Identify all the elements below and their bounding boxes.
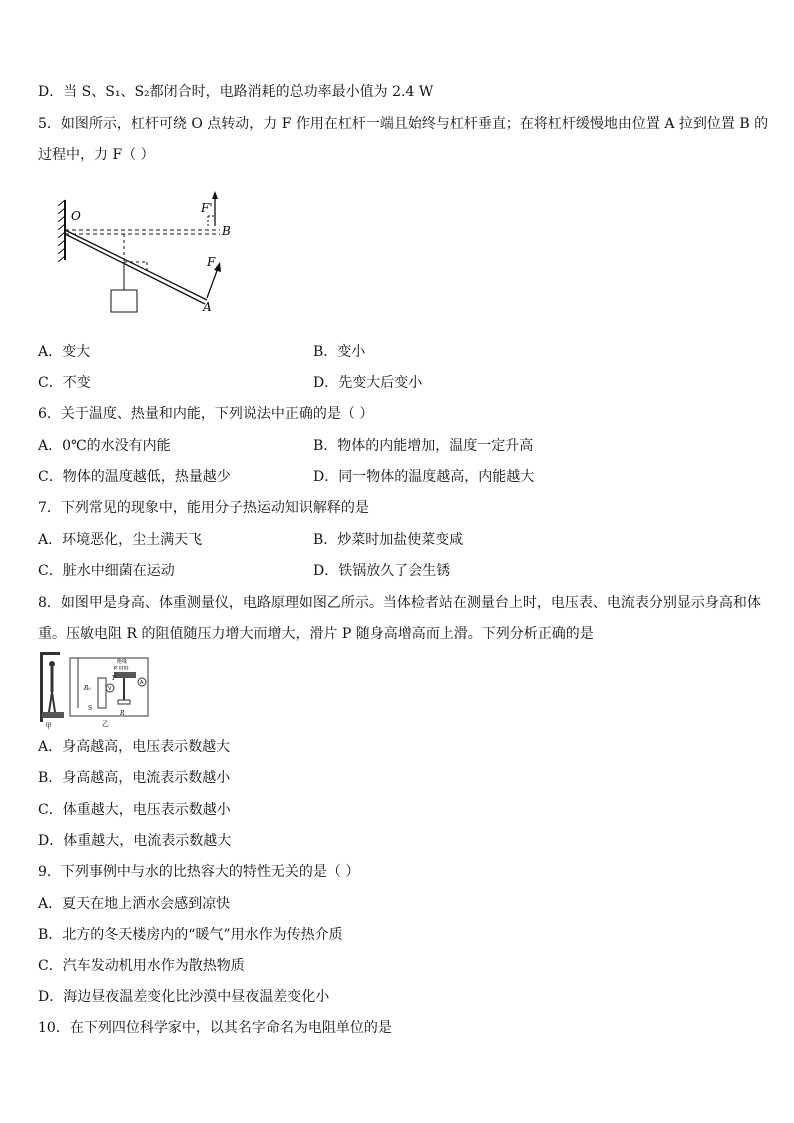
label-insulation: 绝缘 — [117, 659, 128, 665]
label-f-prime: F' — [201, 201, 213, 215]
q8-stem-line2: 重。压敏电阻 R 的阻值随压力增大而增大，滑片 P 随身高增高而上滑。下列分析正确的是 — [38, 626, 594, 642]
q9-option-a: A．夏天在地上洒水会感到凉快 — [38, 896, 231, 912]
q9-stem: 9．下列事例中与水的比热容大的特性无关的是（ ） — [38, 864, 360, 880]
q6-option-d: D．同一物体的温度越高，内能越大 — [313, 469, 535, 485]
lever-figure — [55, 188, 245, 318]
q8-option-c: C．体重越大，电压表示数越小 — [38, 802, 231, 818]
label-a: A — [203, 300, 212, 314]
label-s: S — [88, 705, 93, 712]
label-b: B — [222, 224, 231, 238]
q7-option-d: D．铁锅放久了会生锈 — [313, 563, 451, 579]
q5-option-c: C．不变 — [38, 375, 91, 391]
q8-option-a: A．身高越高，电压表示数越大 — [38, 739, 231, 755]
label-o: O — [71, 209, 81, 223]
q9-option-c: C．汽车发动机用水作为散热物质 — [38, 958, 245, 974]
q9-option-b: B．北方的冬天楼房内的“暖气”用水作为传热介质 — [38, 927, 343, 943]
label-yi: 乙 — [102, 720, 109, 728]
q5-option-a: A．变大 — [38, 344, 91, 360]
q5-stem-line2: 过程中，力 F（ ） — [38, 147, 155, 163]
q9-option-d: D．海边昼夜温差变化比沙漠中昼夜温差变化小 — [38, 989, 330, 1005]
q10-stem: 10．在下列四位科学家中，以其名字命名为电阻单位的是 — [38, 1020, 392, 1036]
q5-option-d: D．先变大后变小 — [313, 375, 423, 391]
label-f: F — [207, 255, 216, 269]
q6-option-c: C．物体的温度越低，热量越少 — [38, 469, 231, 485]
q8-option-b: B．身高越高，电流表示数越小 — [38, 770, 231, 786]
label-p-material: P 材料 — [114, 666, 129, 672]
q5-option-b: B．变小 — [313, 344, 366, 360]
q8-stem-line1: 8．如图甲是身高、体重测量仪，电路原理如图乙所示。当体检者站在测量台上时，电压表、电流表分别显示身高和体 — [38, 595, 761, 611]
label-p: P — [112, 675, 117, 682]
label-a-meter: A — [140, 680, 144, 686]
q6-stem: 6．关于温度、热量和内能，下列说法中正确的是（ ） — [38, 406, 374, 422]
q6-option-a: A．0℃的水没有内能 — [38, 438, 171, 454]
label-jia: 甲 — [45, 722, 52, 730]
q7-option-c: C．脏水中细菌在运动 — [38, 563, 175, 579]
q4-option-d: D．当 S、S₁、S₂都闭合时，电路消耗的总功率最小值为 2.4 W — [38, 84, 434, 100]
q6-option-b: B．物体的内能增加，温度一定升高 — [313, 438, 534, 454]
label-r0: R₀ — [84, 685, 91, 692]
q5-stem-line1: 5．如图所示，杠杆可绕 O 点转动，力 F 作用在杠杆一端且始终与杠杆垂直；在将杠杆缓慢地由位置 A 拉到位置 B 的 — [38, 116, 769, 132]
label-r: R — [120, 710, 125, 717]
height-weight-meter-figure — [38, 650, 153, 730]
q7-stem: 7．下列常见的现象中，能用分子热运动知识解释的是 — [38, 500, 369, 516]
label-v: V — [108, 686, 112, 692]
q8-option-d: D．体重越大，电流表示数越大 — [38, 833, 232, 849]
q7-option-a: A．环境恶化，尘土满天飞 — [38, 532, 203, 548]
q7-option-b: B．炒菜时加盐使菜变咸 — [313, 532, 464, 548]
